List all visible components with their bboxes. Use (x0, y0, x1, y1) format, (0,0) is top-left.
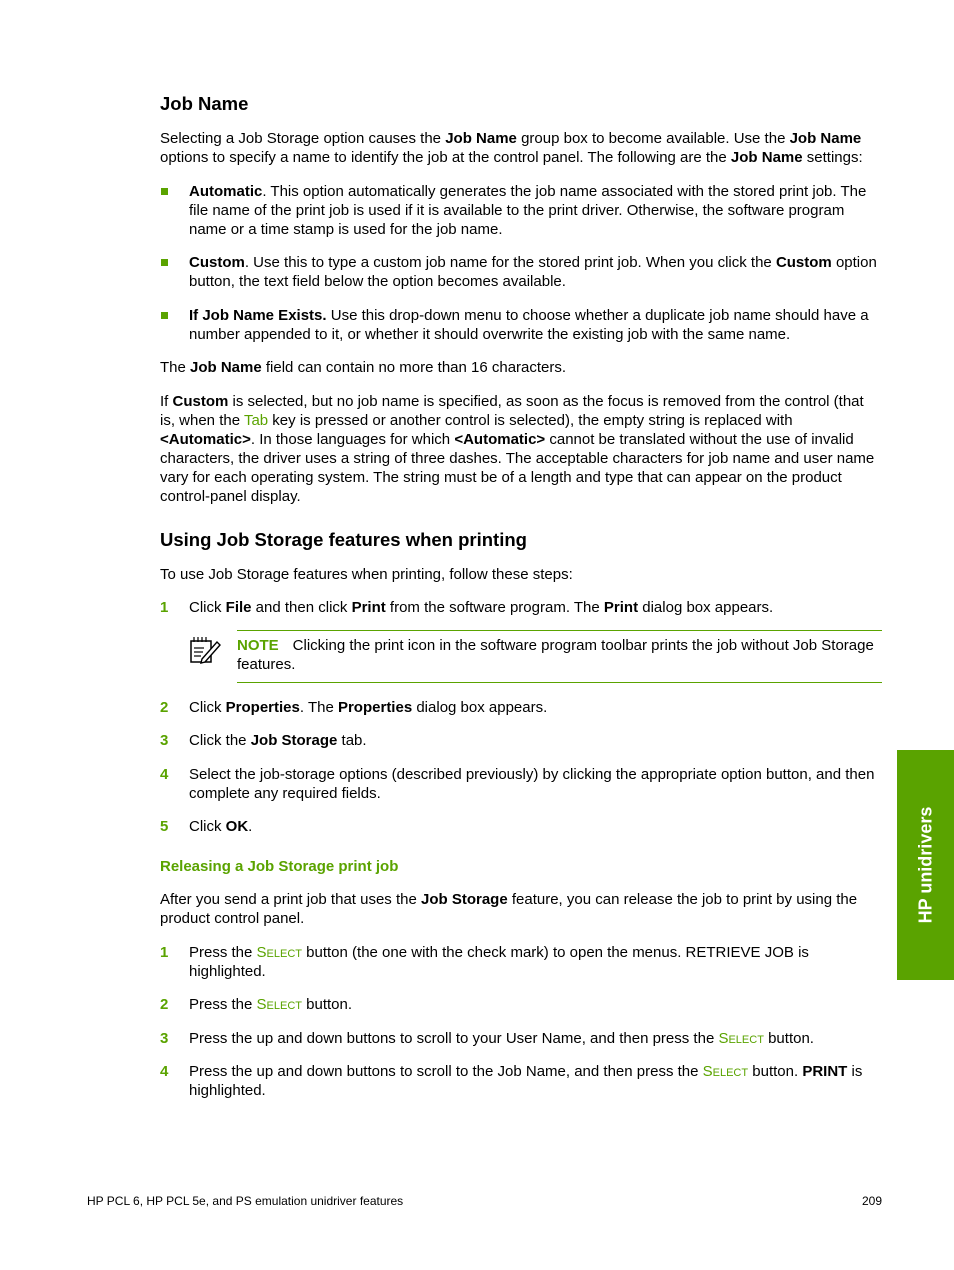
footer-title: HP PCL 6, HP PCL 5e, and PS emulation unidriver features (87, 1194, 404, 1208)
list-item: 2 Click Properties. The Properties dialog box appears. (160, 698, 548, 716)
list-item: 5 Click OK. (160, 818, 253, 835)
step-number: 4 (160, 765, 169, 783)
list-item: Custom. Use this to type a custom job name for the stored print job. When you click the Custom option button, the text field below the option becomes available. (160, 253, 882, 291)
square-bullet-icon (161, 312, 168, 319)
printing-steps-continued (160, 698, 882, 837)
using-intro: To use Job Storage features when printing, follow these steps: (160, 565, 573, 583)
list-item: 2 Press the Select button. (160, 996, 353, 1013)
note-label: NOTE (237, 636, 279, 654)
list-item: 1 Click File and then click Print from the software program. The Print dialog box appears. (160, 599, 774, 616)
select-key-label: Select (702, 1063, 749, 1080)
chapter-side-tab (897, 750, 954, 980)
select-key-label: Select (256, 943, 302, 961)
list-item: 3 Press the up and down buttons to scroll to your User Name, and then press the Select button. (160, 1029, 814, 1047)
releasing-steps (160, 943, 882, 1101)
heading-releasing-job: Releasing a Job Storage print job (160, 858, 399, 875)
step-number: 3 (160, 1029, 169, 1047)
list-item: 4 Select the job-storage options (described previously) by clicking the appropriate option button, and then complete any required fields. (160, 765, 875, 802)
square-bullet-icon (161, 259, 168, 266)
select-key-label: Select (718, 1029, 764, 1047)
job-name-settings-list (160, 182, 882, 344)
tab-key-label: Tab (243, 411, 269, 429)
note-body (189, 631, 882, 682)
page-number: 209 (861, 1194, 882, 1208)
list-item: 3 Click the Job Storage tab. (160, 732, 367, 749)
step-number: 5 (160, 818, 169, 835)
note-text: Clicking the print icon in the software program toolbar prints the job without Job Storage features. (237, 636, 874, 673)
custom-paragraph: If Custom is selected, but no job name is specified, as soon as the focus is removed from the control (that is, when the Tab key is pressed or another control is selected), the empty string is replaced with <Automatic>. In those languages for which <Automatic> cannot be translated without the use of invalid characters, the driver uses a string of three dashes. The acceptable characters for job name and user name vary for each operating system. The string must be of a length and type that can appear on the product control-panel display. (160, 392, 875, 505)
releasing-intro: After you send a print job that uses the Job Storage feature, you can release the job to print by using the product control panel. (160, 891, 858, 927)
step-number: 1 (160, 599, 169, 616)
heading-job-name: Job Name (160, 93, 249, 114)
note-pencil-icon (189, 633, 221, 665)
job-name-intro: Selecting a Job Storage option causes the Job Name group box to become available. Use the Job Name options to specify a name to identify the job at the control panel. The following are the Job Name settings: (160, 130, 863, 166)
step-number: 2 (160, 698, 169, 716)
step-number: 3 (160, 732, 169, 749)
heading-using-job-storage: Using Job Storage features when printing (160, 528, 527, 550)
step-number: 2 (160, 996, 169, 1013)
note-box (189, 630, 882, 683)
step-number: 4 (160, 1063, 169, 1080)
select-key-label: Select (256, 996, 302, 1013)
list-item: Automatic. This option automatically generates the job name associated with the stored print job. The file name of the print job is used if it is available to the print driver. Otherwise, the software program name or a time stamp is used for the job name. (160, 182, 882, 239)
list-item: 1 Press the Select button (the one with the check mark) to open the menus. RETRIEVE JOB is highlighted. (160, 943, 809, 980)
page-content (160, 92, 882, 1115)
note-bottom-rule (237, 682, 882, 683)
job-name-limit: The Job Name field can contain no more than 16 characters. (160, 359, 567, 376)
printing-steps (160, 598, 882, 617)
list-item: 4 Press the up and down buttons to scroll to the Job Name, and then press the Select button. PRINT is highlighted. (160, 1063, 863, 1099)
step-number: 1 (160, 943, 169, 961)
square-bullet-icon (161, 188, 168, 195)
list-item: If Job Name Exists. Use this drop-down menu to choose whether a duplicate job name should have a number appended to it, or whether it should overwrite the existing job with the same name. (160, 306, 882, 344)
chapter-tab-label: HP unidrivers (915, 806, 935, 924)
